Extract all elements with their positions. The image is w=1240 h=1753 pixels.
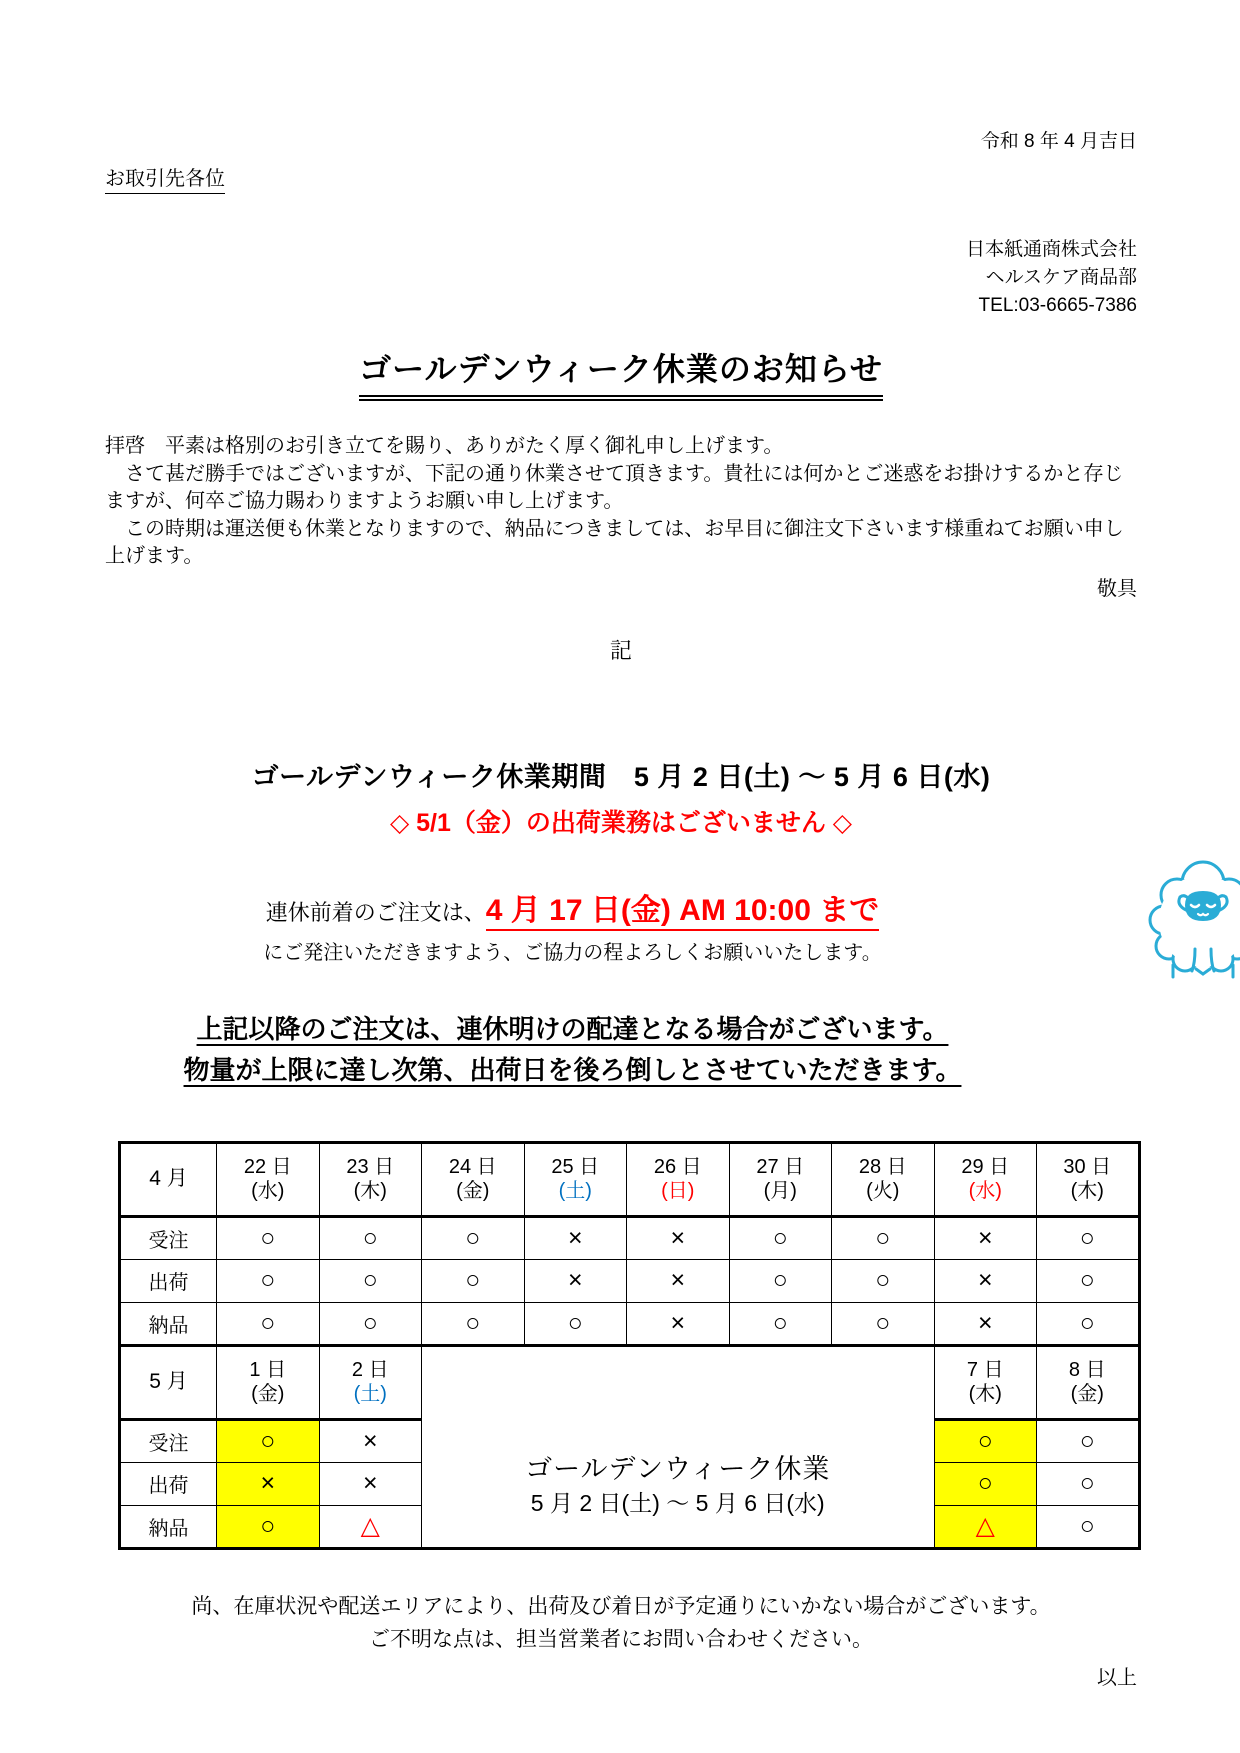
schedule-cell: ○ — [217, 1419, 320, 1462]
schedule-table — [118, 1141, 1141, 1550]
issue-date: 令和 8 年 4 月吉日 — [980, 131, 1137, 152]
schedule-cell: ○ — [1037, 1462, 1140, 1505]
gw-holiday-period: 5 月 2 日(土) ～ 5 月 6 日(水) — [530, 1489, 825, 1516]
schedule-cell: ○ — [524, 1302, 627, 1345]
record-mark: 記 — [609, 637, 632, 663]
schedule-cell: ○ — [832, 1216, 935, 1259]
warning-block — [105, 1009, 1040, 1091]
holiday-period-line: ゴールデンウィーク休業期間 5 月 2 日(土) ～ 5 月 6 日(水) — [251, 761, 991, 792]
schedule-cell: ○ — [422, 1302, 525, 1345]
date-header: 30 日 (木) — [1037, 1142, 1140, 1216]
notes-block — [105, 1590, 1137, 1656]
schedule-cell: △ — [319, 1505, 422, 1548]
schedule-cell: ○ — [1037, 1216, 1140, 1259]
deadline-line — [105, 885, 1040, 929]
document-content — [105, 0, 1137, 1690]
schedule-cell: ○ — [1037, 1302, 1140, 1345]
page-title: ゴールデンウィーク休業のお知らせ — [359, 344, 883, 401]
schedule-cell: × — [934, 1259, 1037, 1302]
schedule-cell: × — [319, 1462, 422, 1505]
date-header: 7 日 (木) — [934, 1345, 1037, 1419]
schedule-cell: ○ — [217, 1302, 320, 1345]
date-header: 29 日 (水) — [934, 1142, 1037, 1216]
schedule-cell: × — [524, 1216, 627, 1259]
schedule-cell: ○ — [832, 1259, 935, 1302]
schedule-cell: × — [319, 1419, 422, 1462]
date-header: 22 日 (水) — [217, 1142, 320, 1216]
warning-line-2: 物量が上限に達し次第、出荷日を後ろ倒しとさせていただきます。 — [183, 1054, 962, 1085]
schedule-cell: △ — [934, 1505, 1037, 1548]
closing-keigu: 敬具 — [1097, 577, 1137, 600]
title-wrap — [105, 344, 1137, 401]
recipient-label: お取引先各位 — [105, 162, 225, 194]
row-label: 受注 — [120, 1419, 217, 1462]
schedule-cell: ○ — [422, 1259, 525, 1302]
company-name: 日本紙通商株式会社 — [965, 239, 1137, 260]
schedule-cell: × — [934, 1216, 1037, 1259]
end-mark: 以上 — [1097, 1666, 1137, 1689]
date-header: 25 日 (土) — [524, 1142, 627, 1216]
company-tel: TEL:03-6665-7386 — [978, 295, 1137, 316]
sheep-icon — [1147, 853, 1240, 983]
row-label: 出荷 — [120, 1462, 217, 1505]
note-line-1: 尚、在庫状況や配送エリアにより、出荷及び着日が予定通りにいかない場合がございます。 — [191, 1594, 1051, 1618]
schedule-cell: ○ — [217, 1216, 320, 1259]
no-shipping-line: ◇ 5/1（金）の出荷業務はございません ◇ — [389, 808, 853, 837]
schedule-cell: ○ — [1037, 1259, 1140, 1302]
date-header: 24 日 (金) — [422, 1142, 525, 1216]
deadline-prefix: 連休前着のご注文は、 — [265, 899, 486, 925]
body-text — [105, 433, 1137, 571]
greeting-paragraph: 拝啓 平素は格別のお引き立てを賜り、ありがたく厚く御礼申し上げます。 — [105, 435, 784, 457]
date-header: 23 日 (木) — [319, 1142, 422, 1216]
schedule-cell: ○ — [729, 1259, 832, 1302]
month-label-april: 4 月 — [120, 1142, 217, 1216]
schedule-cell: ○ — [422, 1216, 525, 1259]
schedule-cell: × — [627, 1259, 730, 1302]
schedule-cell: ○ — [1037, 1505, 1140, 1548]
schedule-cell: × — [524, 1259, 627, 1302]
deadline-date: 4 月 17 日(金) AM 10:00 まで — [486, 894, 879, 931]
recipient-line — [105, 162, 1137, 194]
schedule-cell: ○ — [729, 1216, 832, 1259]
schedule-cell: × — [217, 1462, 320, 1505]
schedule-cell: ○ — [217, 1259, 320, 1302]
note-line-2: ご不明な点は、担当営業者にお問い合わせください。 — [369, 1627, 873, 1651]
schedule-cell: × — [627, 1302, 730, 1345]
schedule-table-body — [120, 1142, 1140, 1548]
body-paragraph-2: さて甚だ勝手ではございますが、下記の通り休業させて頂きます。貴社には何かとご迷惑をお掛けするかと存じますが、何卒ご協力賜わりますようお願い申し上げます。 — [105, 462, 1124, 512]
schedule-cell: ○ — [319, 1216, 422, 1259]
order-deadline-block — [105, 885, 1040, 1091]
body-paragraph-3: この時期は運送便も休業となりますので、納品につきましては、お早目に御注文下さいます様重ねてお願い申し上げます。 — [105, 517, 1124, 567]
schedule-cell: ○ — [319, 1259, 422, 1302]
schedule-cell: ○ — [934, 1419, 1037, 1462]
date-header: 26 日 (日) — [627, 1142, 730, 1216]
warning-line-1: 上記以降のご注文は、連休明けの配達となる場合がございます。 — [196, 1013, 949, 1044]
schedule-cell: ○ — [729, 1302, 832, 1345]
row-label: 納品 — [120, 1505, 217, 1548]
schedule-cell: ○ — [217, 1505, 320, 1548]
row-label: 納品 — [120, 1302, 217, 1345]
company-block — [105, 236, 1137, 320]
schedule-cell: × — [627, 1216, 730, 1259]
date-header: 28 日 (火) — [832, 1142, 935, 1216]
month-label-may: 5 月 — [120, 1345, 217, 1419]
schedule-cell: ○ — [934, 1462, 1037, 1505]
date-header: 8 日 (金) — [1037, 1345, 1140, 1419]
gw-holiday-cell — [422, 1345, 935, 1548]
date-header: 2 日 (土) — [319, 1345, 422, 1419]
schedule-cell: × — [934, 1302, 1037, 1345]
schedule-cell: ○ — [832, 1302, 935, 1345]
company-department: ヘルスケア商品部 — [985, 267, 1137, 288]
gw-holiday-title: ゴールデンウィーク休業 — [525, 1453, 831, 1484]
row-label: 出荷 — [120, 1259, 217, 1302]
schedule-cell: ○ — [319, 1302, 422, 1345]
row-label: 受注 — [120, 1216, 217, 1259]
date-header: 27 日 (月) — [729, 1142, 832, 1216]
schedule-cell: ○ — [1037, 1419, 1140, 1462]
deadline-suffix: にご発注いただきますよう、ご協力の程よろしくお願いいたします。 — [263, 941, 882, 964]
date-header: 1 日 (金) — [217, 1345, 320, 1419]
